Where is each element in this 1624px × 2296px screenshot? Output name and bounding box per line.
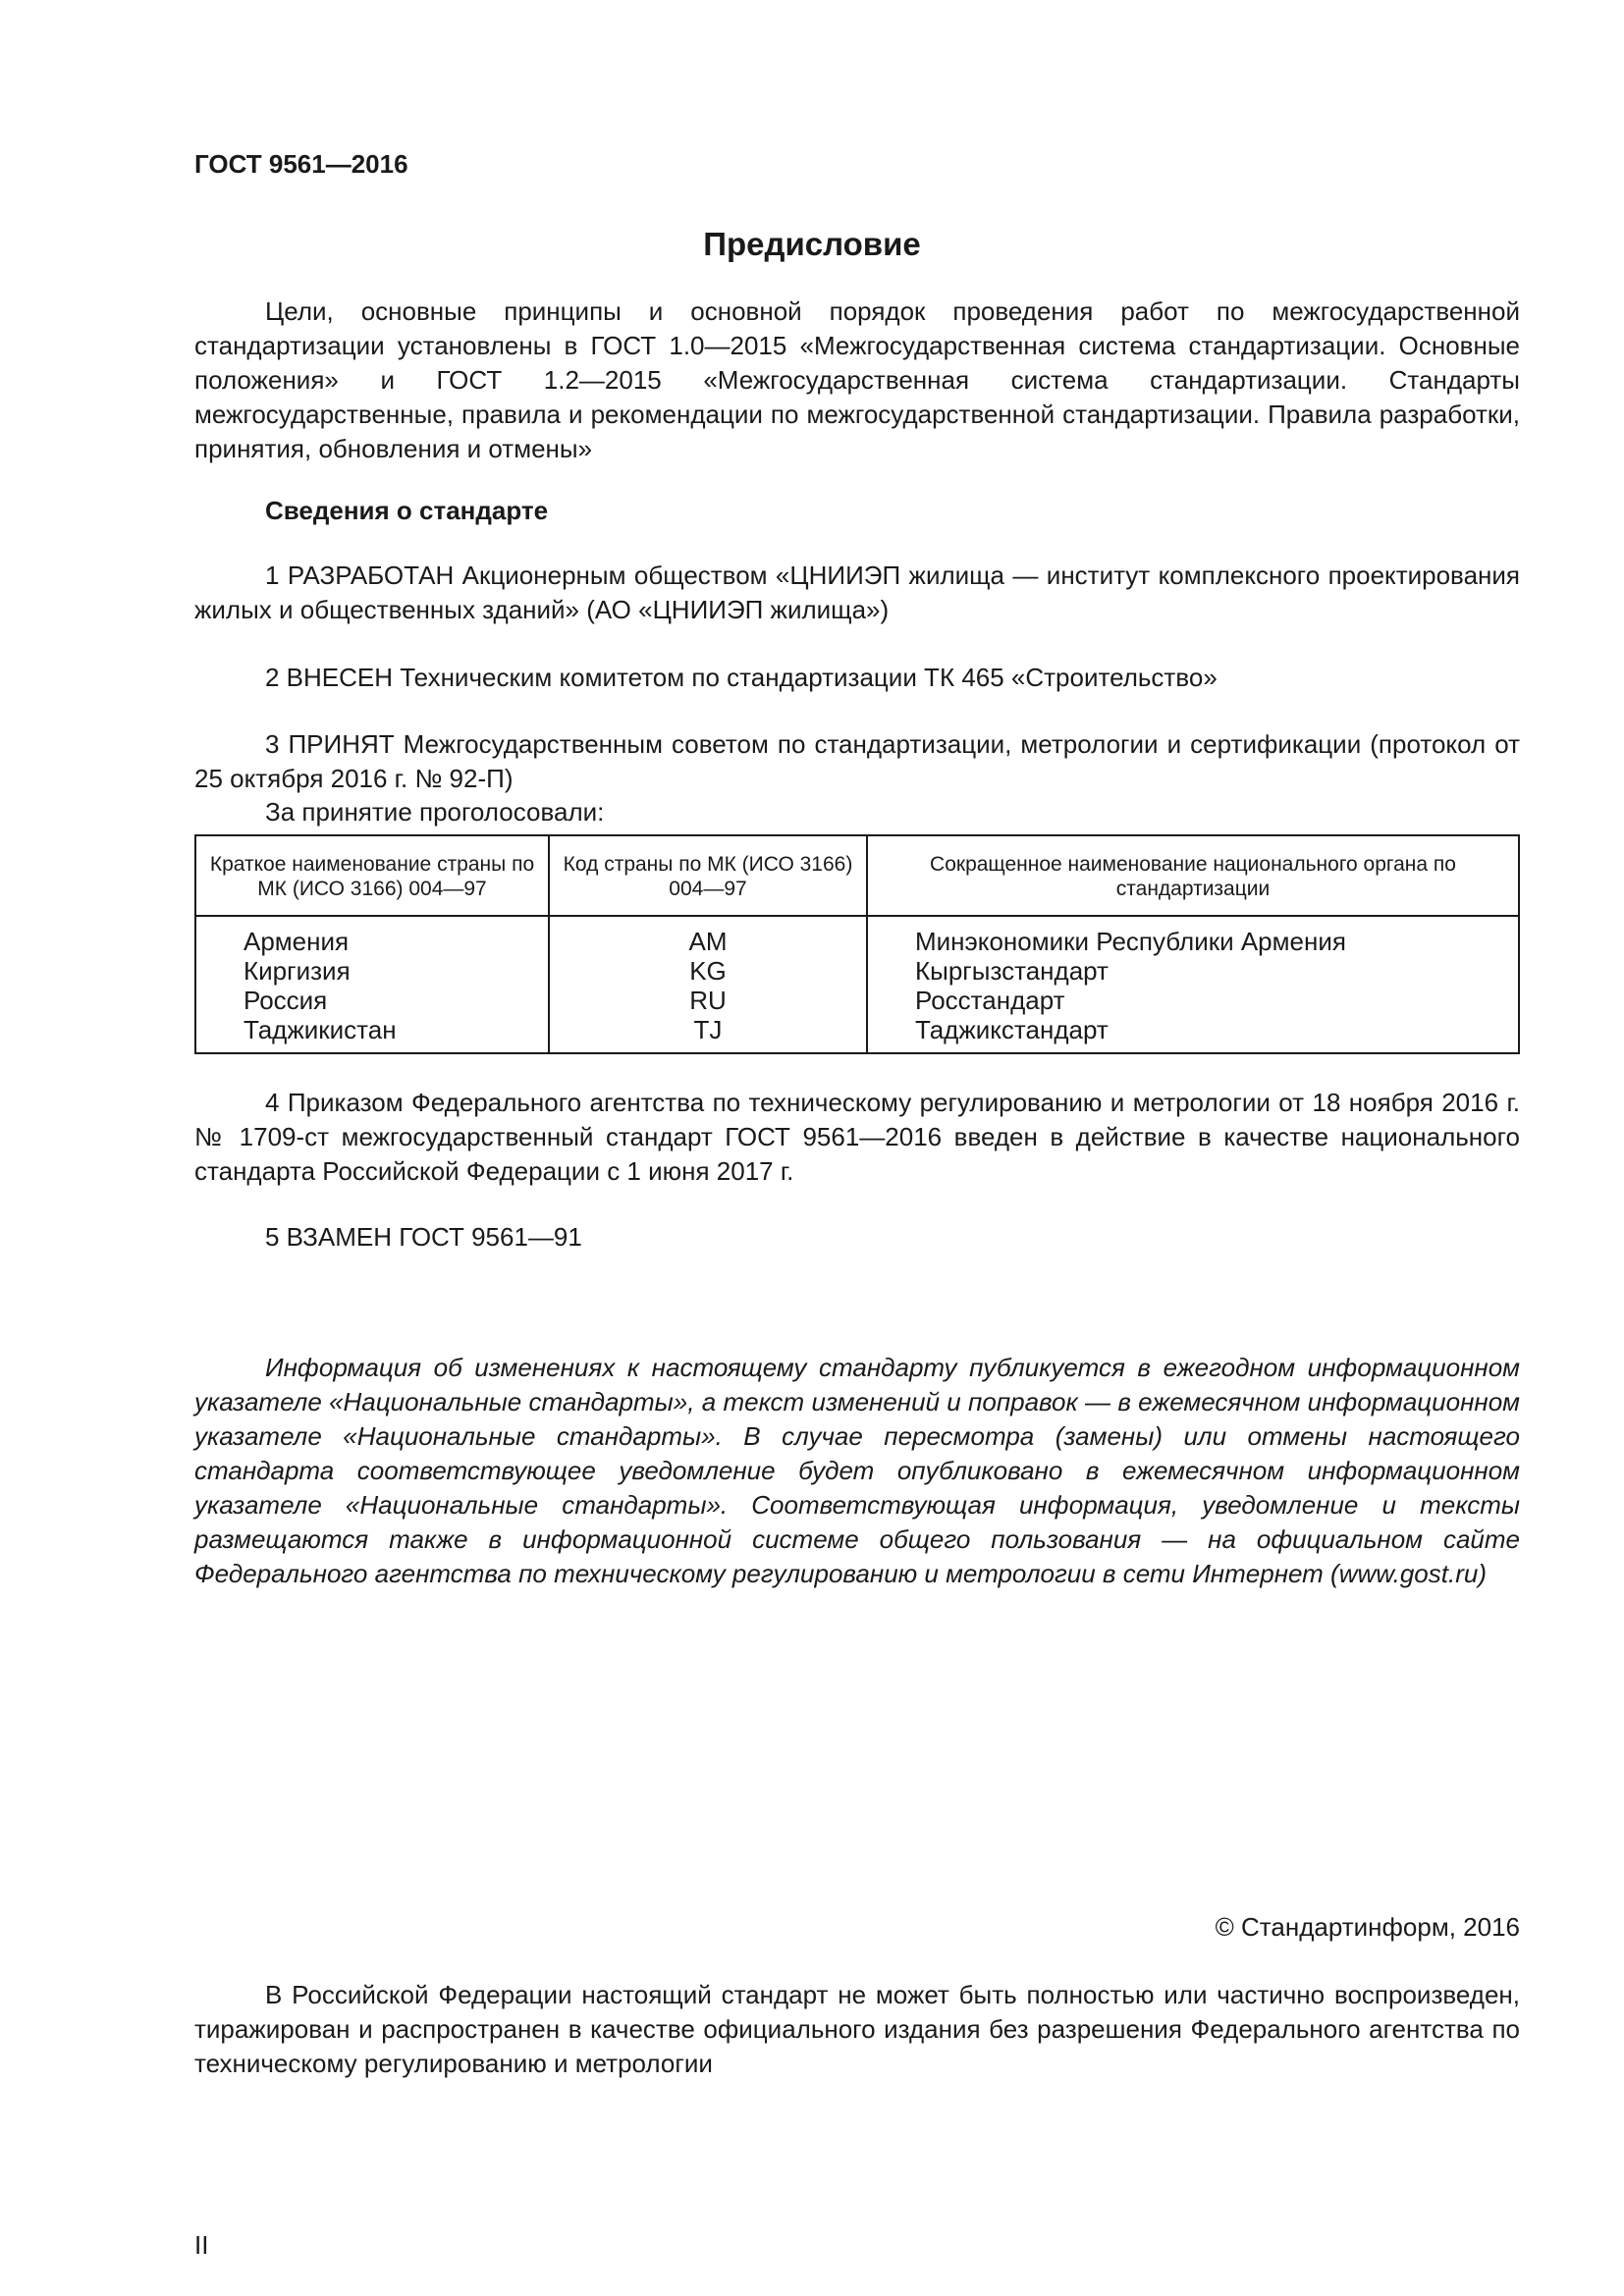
item-adopted: 3 ПРИНЯТ Межгосударственным советом по стандартизации, метрологии и сертификации (протокол от 25 октября 2016 г. № 92-П): [194, 729, 1520, 793]
column-header-country: Краткое наименование страны по МК (ИСО 3166) 004—97: [195, 835, 549, 916]
rights-notice: В Российской Федерации настоящий стандарт не может быть полностью или частично воспроизведен, тиражирован и распространен в качестве официального издания без разрешения Федерального агентства по техническому регулированию и метрологии: [194, 1980, 1520, 2078]
cell-country: Киргизия: [195, 956, 549, 986]
cell-body: Кыргызстандарт: [867, 956, 1519, 986]
cell-body: Росстандарт: [867, 986, 1519, 1015]
column-header-code: Код страны по МК (ИСО 3166) 004—97: [549, 835, 867, 916]
cell-body: Минэкономики Республики Армения: [867, 916, 1519, 956]
page-title: Предисловие: [703, 226, 921, 262]
cell-code: AM: [549, 916, 867, 956]
countries-table: [194, 834, 1520, 1054]
item-order: 4 Приказом Федерального агентства по техническому регулированию и метрологии от 18 ноября 2016 г. № 1709-ст межгосударственный стандарт ГОСТ 9561—2016 введен в действие в качестве национального стандарта Российской Федерации с 1 июня 2017 г.: [194, 1088, 1520, 1186]
item-developed: 1 РАЗРАБОТАН Акционерным обществом «ЦНИИЭП жилища — институт комплексного проектирования жилых и общественных зданий» (АО «ЦНИИЭП жилища»): [194, 561, 1520, 624]
cell-country: Таджикистан: [195, 1015, 549, 1053]
intro-paragraph: Цели, основные принципы и основной порядок проведения работ по межгосударственной стандартизации установлены в ГОСТ 1.0—2015 «Межгосударственная система стандартизации. Основные положения» и ГОСТ 1.2—2015 «Межгосударственная система стандартизации. Стандарты межгосударственные, правила и рекомендации по межгосударственной стандартизации. Правила разработки, принятия, обновления и отмены»: [194, 296, 1520, 463]
table-row: [195, 956, 1519, 986]
cell-code: RU: [549, 986, 867, 1015]
table-header-row: [195, 835, 1519, 916]
cell-country: Россия: [195, 986, 549, 1015]
voted-label: За принятие проголосовали:: [265, 797, 605, 827]
cell-code: KG: [549, 956, 867, 986]
cell-country: Армения: [195, 916, 549, 956]
column-header-body: Сокращенное наименование национального органа по стандартизации: [867, 835, 1519, 916]
cell-body: Таджикстандарт: [867, 1015, 1519, 1053]
info-heading: Сведения о стандарте: [265, 496, 549, 525]
table-row: [195, 986, 1519, 1015]
copyright-line: © Стандартинформ, 2016: [1215, 1912, 1520, 1942]
changes-notice: Информация об изменениях к настоящему стандарту публикуется в ежегодном информационном указателе «Национальные стандарты», а текст изменений и поправок — в ежемесячном информационном указателе «Национальные стандарты». В случае пересмотра (замены) или отмены настоящего стандарта соответствующее уведомление будет опубликовано в ежемесячном информационном указателе «Национальные стандарты». Соответствующая информация, уведомление и тексты размещаются также в информационной системе общего пользования — на официальном сайте Федерального агентства по техническому регулированию и метрологии в сети Интернет (www.gost.ru): [194, 1353, 1520, 1588]
cell-code: TJ: [549, 1015, 867, 1053]
page-number: II: [194, 2230, 209, 2260]
standard-header: ГОСТ 9561—2016: [194, 149, 408, 179]
table-row: [195, 1015, 1519, 1053]
item-replaces: 5 ВЗАМЕН ГОСТ 9561—91: [265, 1222, 582, 1252]
table-row: [195, 916, 1519, 956]
item-introduced: 2 ВНЕСЕН Техническим комитетом по стандартизации ТК 465 «Строительство»: [265, 663, 1218, 692]
